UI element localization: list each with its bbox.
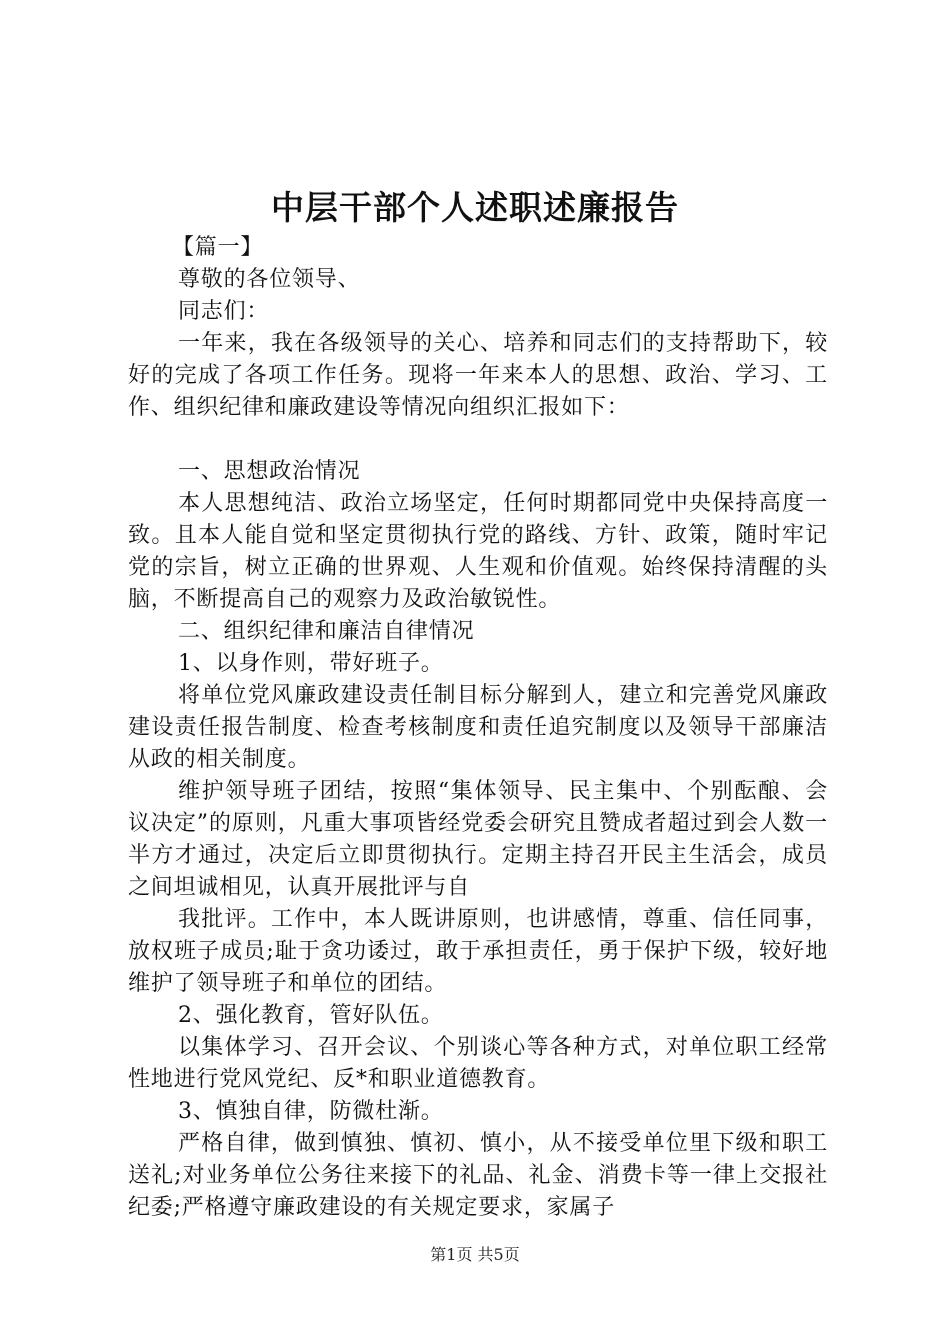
body-paragraph: 严格自律，做到慎独、慎初、慎小，从不接受单位里下级和职工送礼;对业务单位公务往来接下的礼品、礼金、消费卡等一律上交报社纪委;严格遵守廉政建设的有关规定要求，家属子 xyxy=(128,1131,828,1220)
body-paragraph: 将单位党风廉政建设责任制目标分解到人，建立和完善党风廉政建设责任报告制度、检查考核制度和责任追究制度以及领导干部廉洁从政的相关制度。 xyxy=(128,683,828,772)
document-title: 中层干部个人述职述廉报告 xyxy=(271,188,679,227)
subheading-3: 3、慎独自律，防微杜渐。 xyxy=(178,1099,444,1124)
body-paragraph: 我批评。工作中，本人既讲原则，也讲感情，尊重、信任同事，放权班子成员;耻于贪功诿过，敢于承担责任，勇于保护下级，较好地维护了领导班子和单位的团结。 xyxy=(128,907,828,996)
body-paragraph: 以集体学习、召开会议、个别谈心等各种方式，对单位职工经常性地进行党风党纪、反*和职业道德教育。 xyxy=(128,1035,828,1092)
heading-political: 一、思想政治情况 xyxy=(178,459,361,484)
subheading-2: 2、强化教育，管好队伍。 xyxy=(178,1003,444,1028)
paragraph-gap xyxy=(128,424,828,456)
subheading-1: 1、以身作则，带好班子。 xyxy=(178,651,444,676)
page-footer: 第1页 共5页 xyxy=(430,1245,520,1264)
document-body xyxy=(128,232,828,1224)
heading-discipline: 二、组织纪律和廉洁自律情况 xyxy=(178,619,475,644)
salutation-line-1: 尊敬的各位领导、 xyxy=(178,267,361,292)
section-label: 【篇一】 xyxy=(172,235,264,260)
body-paragraph: 维护领导班子团结，按照“集体领导、民主集中、个别酝酿、会议决定”的原则，凡重大事项皆经党委会研究且赞成者超过到会人数一半方才通过，决定后立即贯彻执行。定期主持召开民主生活会，成员之间坦诚相见，认真开展批评与自 xyxy=(128,779,828,900)
salutation-line-2: 同志们： xyxy=(178,299,270,324)
political-paragraph: 本人思想纯洁、政治立场坚定，任何时期都同党中央保持高度一致。且本人能自觉和坚定贯彻执行党的路线、方针、政策，随时牢记党的宗旨，树立正确的世界观、人生观和价值观。始终保持清醒的头脑，不断提高自己的观察力及政治敏锐性。 xyxy=(128,491,828,612)
intro-paragraph: 一年来，我在各级领导的关心、培养和同志们的支持帮助下，较好的完成了各项工作任务。现将一年来本人的思想、政治、学习、工作、组织纪律和廉政建设等情况向组织汇报如下： xyxy=(128,331,828,420)
